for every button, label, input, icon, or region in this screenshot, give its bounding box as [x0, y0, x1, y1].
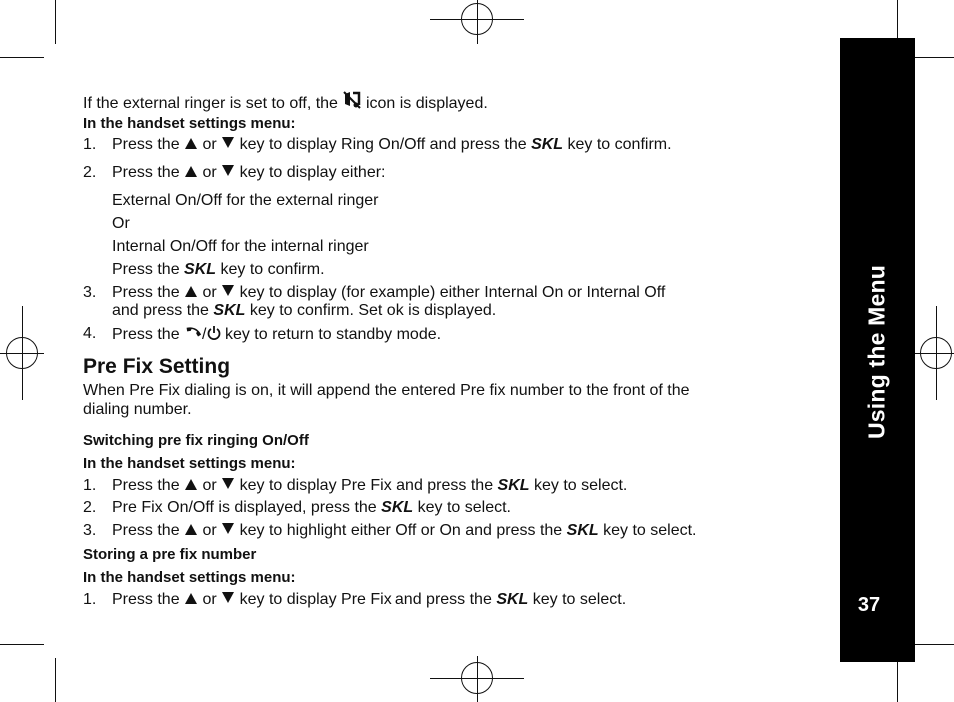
crop-mark — [910, 644, 954, 645]
step-text: Pre Fix On/Off is displayed, press the SKL key to select. — [112, 499, 511, 516]
up-arrow-icon — [185, 524, 197, 535]
crop-mark — [897, 658, 898, 702]
crop-mark — [0, 57, 44, 58]
step-text: Press the or key to display Ring On/Off and press the SKL key to confirm. — [112, 136, 672, 153]
down-arrow-icon — [222, 592, 234, 603]
list-item: 3. — [83, 522, 97, 539]
step-text: Press the or key to display either: — [112, 164, 386, 181]
list-item: 1. — [83, 591, 97, 608]
down-arrow-icon — [222, 523, 234, 534]
subsection-heading: Switching pre fix ringing On/Off — [83, 432, 309, 449]
ringer-off-icon — [342, 90, 362, 110]
page-number: 37 — [857, 594, 881, 616]
step-text: Press the or key to highlight either Off or On and press the SKL key to select. — [112, 522, 697, 539]
option-text: Internal On/Off for the internal ringer — [112, 238, 369, 255]
option-text: External On/Off for the external ringer — [112, 192, 379, 209]
menu-label: In the handset settings menu: — [83, 569, 296, 586]
down-arrow-icon — [222, 478, 234, 489]
down-arrow-icon — [222, 165, 234, 176]
down-arrow-icon — [222, 285, 234, 296]
confirm-text: Press the SKL key to confirm. — [112, 261, 325, 278]
section-description: When Pre Fix dialing is on, it will append the entered Pre fix number to the front of the — [83, 382, 690, 399]
step-text: Press the or key to display Pre Fix and press the SKL key to select. — [112, 477, 628, 494]
down-arrow-icon — [222, 137, 234, 148]
list-item: 3. — [83, 284, 97, 301]
step-text: and press the SKL key to confirm. Set ok is displayed. — [112, 302, 497, 319]
crop-mark — [55, 0, 56, 44]
intro-line: If the external ringer is set to off, the icon is displayed. — [83, 90, 488, 113]
crop-mark — [0, 644, 44, 645]
step-text: Press the or key to display (for example) either Internal On or Internal Off — [112, 284, 666, 301]
up-arrow-icon — [185, 479, 197, 490]
crop-mark — [55, 658, 56, 702]
option-text: Or — [112, 215, 130, 232]
end-call-icon — [184, 325, 202, 341]
menu-label: In the handset settings menu: — [83, 115, 296, 132]
up-arrow-icon — [185, 138, 197, 149]
menu-label: In the handset settings menu: — [83, 455, 296, 472]
section-description: dialing number. — [83, 401, 192, 418]
list-item: 2. — [83, 499, 97, 516]
list-item: 1. — [83, 136, 97, 153]
crop-mark — [910, 57, 954, 58]
up-arrow-icon — [185, 166, 197, 177]
step-text: Press the / key to return to standby mode. — [112, 326, 442, 343]
chapter-title: Using the Menu — [863, 264, 890, 440]
list-item: 1. — [83, 477, 97, 494]
list-item: 4. — [83, 325, 97, 342]
section-heading: Pre Fix Setting — [83, 355, 231, 378]
power-icon — [207, 325, 221, 341]
step-text: Press the or key to display Pre Fix and press the SKL key to select. — [112, 591, 627, 608]
list-item: 2. — [83, 164, 97, 181]
up-arrow-icon — [185, 286, 197, 297]
up-arrow-icon — [185, 593, 197, 604]
subsection-heading: Storing a pre fix number — [83, 546, 257, 563]
